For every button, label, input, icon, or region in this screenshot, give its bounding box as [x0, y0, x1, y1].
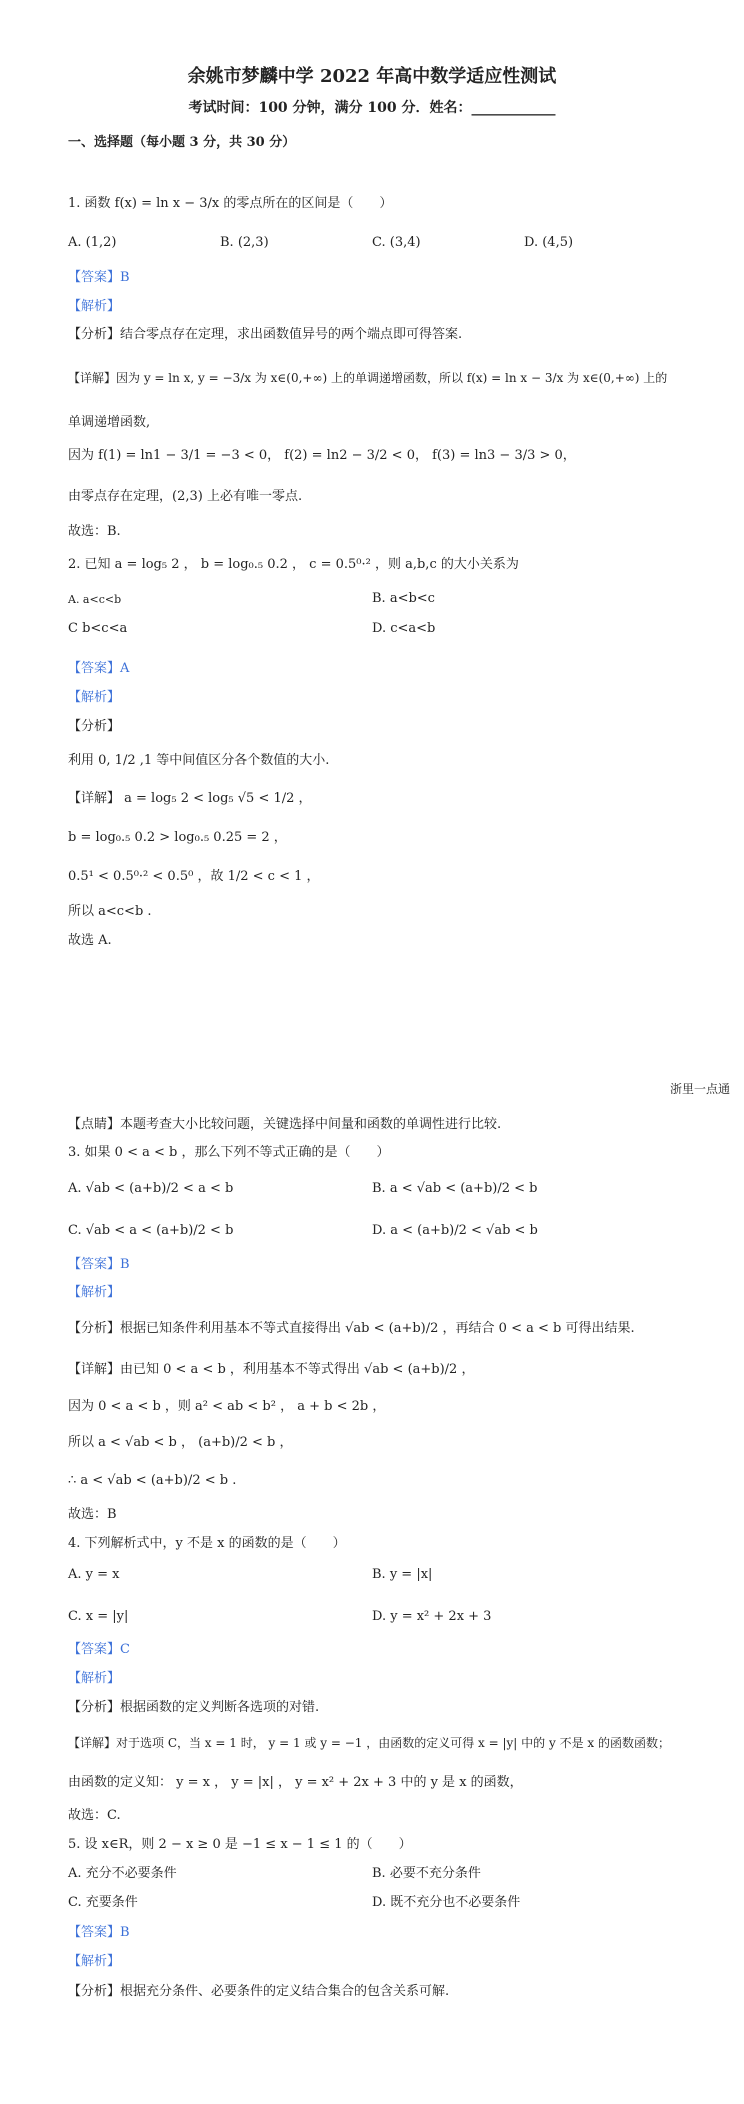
q4-jiexi: 【解析】	[68, 1671, 121, 1686]
q1-detail-2: 单调递增函数,	[68, 415, 151, 430]
q1-jiexi: 【解析】	[68, 299, 121, 314]
q4-detail-1: 【详解】对于选项 C，当 x = 1 时， y = 1 或 y = −1 ，由函数的定义可得 x = |y| 中的 y 不是 x 的函数函数；	[68, 1736, 670, 1750]
page-title: 余姚市梦麟中学 2022 年高中数学适应性测试	[187, 66, 557, 87]
exam-info: 考试时间：100 分钟，满分 100 分．姓名：____________	[188, 100, 556, 116]
q5-option-c: C. 充要条件	[68, 1895, 138, 1910]
q2-jiexi: 【解析】	[68, 690, 121, 705]
q4-option-c: C. x = |y|	[68, 1609, 129, 1624]
q1-option-d: D. (4,5)	[524, 235, 574, 250]
q4-option-a: A. y = x	[68, 1567, 120, 1582]
q4-option-d: D. y = x² + 2x + 3	[372, 1609, 492, 1624]
q1-answer: 【答案】B	[68, 270, 130, 285]
q1-option-b: B. (2,3)	[220, 235, 269, 250]
q5-option-b: B. 必要不充分条件	[372, 1866, 481, 1881]
q3-detail-2: 因为 0 < a < b ，则 a² < ab < b² ， a + b < 2b ，	[68, 1399, 386, 1414]
q3-detail-4: ∴ a < √ab < (a+b)/2 < b .	[68, 1473, 237, 1488]
q3-option-d: D. a < (a+b)/2 < √ab < b	[372, 1223, 538, 1238]
q3-detail-5: 故选：B	[68, 1507, 117, 1522]
q1-detail-4: 由零点存在定理，(2,3) 上必有唯一零点.	[68, 489, 303, 504]
q3-analysis: 【分析】根据已知条件利用基本不等式直接得出 √ab < (a+b)/2 ，再结合 0 < a < b 可得出结果.	[68, 1321, 635, 1336]
q3-option-b: B. a < √ab < (a+b)/2 < b	[372, 1181, 538, 1196]
q5-answer: 【答案】B	[68, 1925, 130, 1940]
q3-option-a: A. √ab < (a+b)/2 < a < b	[68, 1181, 234, 1196]
watermark: 浙里一点通	[669, 1082, 730, 1096]
q3-stem: 3. 如果 0 < a < b ，那么下列不等式正确的是（ ）	[68, 1145, 390, 1160]
q2-detail-4: 0.5¹ < 0.5⁰·² < 0.5⁰ ，故 1/2 < c < 1 ，	[68, 869, 320, 884]
q3-option-c: C. √ab < a < (a+b)/2 < b	[68, 1223, 234, 1238]
q5-jiexi: 【解析】	[68, 1954, 121, 1969]
q5-stem: 5. 设 x∈R，则 2 − x ≥ 0 是 −1 ≤ x − 1 ≤ 1 的（ ）	[68, 1837, 412, 1852]
q2-detail-1: 利用 0, 1/2 ,1 等中间值区分各个数值的大小.	[68, 753, 330, 768]
q1-detail-3: 因为 f(1) = ln1 − 3/1 = −3 < 0， f(2) = ln2 − 3/2 < 0， f(3) = ln3 − 3/3 > 0，	[68, 448, 576, 463]
q2-detail-5: 所以 a<c<b .	[68, 904, 152, 919]
q4-detail-2: 由函数的定义知： y = x ， y = |x| ， y = x² + 2x + 3 中的 y 是 x 的函数，	[68, 1775, 523, 1790]
q2-option-c: C b<c<a	[68, 621, 128, 636]
q3-detail-3: 所以 a < √ab < b ， (a+b)/2 < b ，	[68, 1435, 293, 1450]
q5-option-a: A. 充分不必要条件	[68, 1866, 177, 1881]
q1-stem: 1. 函数 f(x) = ln x − 3/x 的零点所在的区间是（ ）	[68, 196, 393, 211]
q5-option-d: D. 既不充分也不必要条件	[372, 1895, 521, 1910]
q3-answer: 【答案】B	[68, 1257, 130, 1272]
q2-detail-3: b = log₀.₅ 0.2 > log₀.₅ 0.25 = 2 ，	[68, 830, 287, 845]
q1-detail-5: 故选：B.	[68, 524, 121, 539]
q2-option-a: A. a<c<b	[68, 593, 122, 606]
q1-detail-1: 【详解】因为 y = ln x, y = −3/x 为 x∈(0,+∞) 上的单调递增函数，所以 f(x) = ln x − 3/x 为 x∈(0,+∞) 上的	[68, 371, 668, 385]
q1-analysis: 【分析】结合零点存在定理，求出函数值异号的两个端点即可得答案.	[68, 327, 463, 342]
q2-detail-6: 故选 A.	[68, 933, 112, 948]
q5-analysis: 【分析】根据充分条件、必要条件的定义结合集合的包含关系可解.	[68, 1984, 450, 1999]
q3-jiexi: 【解析】	[68, 1285, 121, 1300]
q2-answer: 【答案】A	[68, 661, 130, 676]
q2-detail-2: 【详解】 a = log₅ 2 < log₅ √5 < 1/2 ，	[68, 791, 312, 806]
q3-detail-1: 【详解】由已知 0 < a < b ，利用基本不等式得出 √ab < (a+b)/2 ，	[68, 1362, 475, 1377]
q2-option-d: D. c<a<b	[372, 621, 436, 636]
q4-detail-3: 故选：C.	[68, 1808, 121, 1823]
q4-stem: 4. 下列解析式中，y 不是 x 的函数的是（ ）	[68, 1536, 346, 1551]
q1-option-c: C. (3,4)	[372, 235, 421, 250]
q2-stem: 2. 已知 a = log₅ 2 ， b = log₀.₅ 0.2 ， c = 0.5⁰·² ，则 a,b,c 的大小关系为	[68, 557, 519, 572]
q4-analysis: 【分析】根据函数的定义判断各选项的对错.	[68, 1700, 320, 1715]
q2-comment: 【点睛】本题考查大小比较问题，关键选择中间量和函数的单调性进行比较.	[68, 1117, 502, 1132]
q1-option-a: A. (1,2)	[68, 235, 117, 250]
q4-option-b: B. y = |x|	[372, 1567, 433, 1582]
q4-answer: 【答案】C	[68, 1642, 130, 1657]
section-heading: 一、选择题（每小题 3 分，共 30 分）	[68, 135, 296, 150]
q2-option-b: B. a<b<c	[372, 591, 435, 606]
q2-analysis: 【分析】	[68, 719, 121, 734]
